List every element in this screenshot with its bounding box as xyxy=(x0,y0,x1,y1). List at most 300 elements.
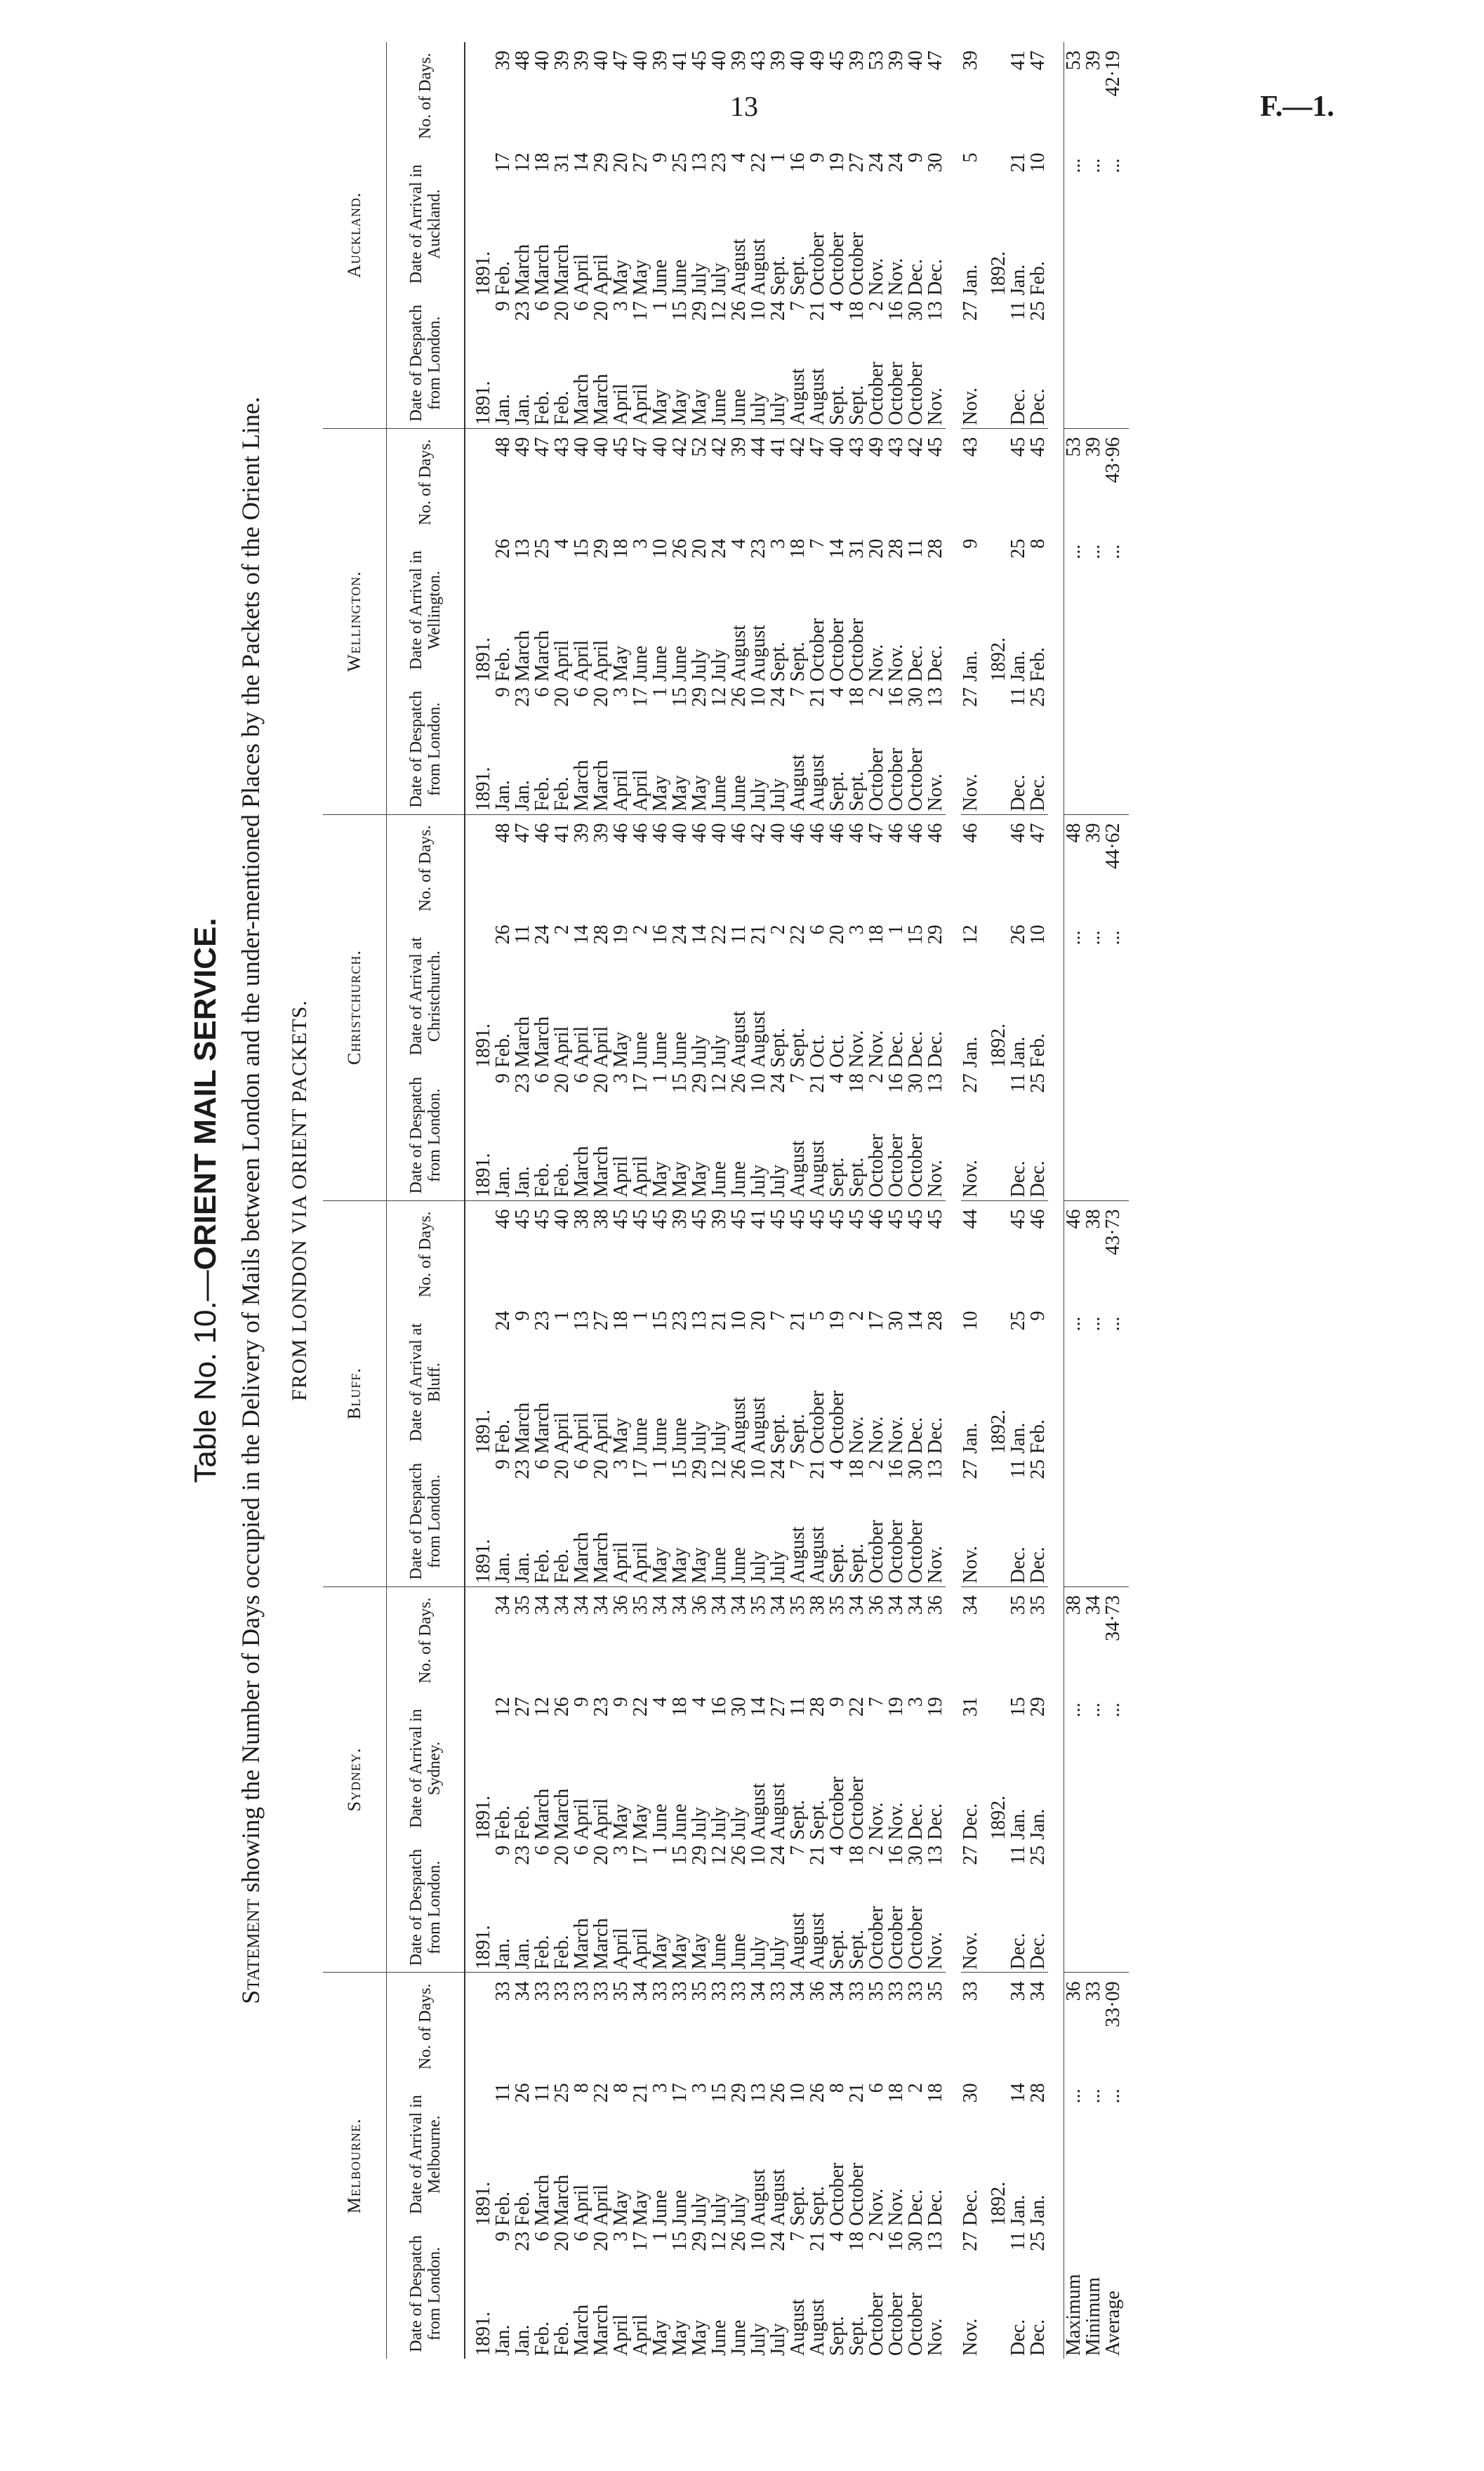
days-count: 40 xyxy=(708,823,730,843)
arrival-date-day: 12 xyxy=(512,152,534,173)
arrival-date-month: April xyxy=(571,1798,592,1840)
arrival-date-day: 12 xyxy=(531,1697,553,1717)
despatch-date xyxy=(729,684,749,814)
despatch-date xyxy=(926,684,946,814)
arrival-year: 1892. xyxy=(988,2181,1009,2226)
arrival-date-month: Dec. xyxy=(905,1803,927,1840)
arrival-date-month: June xyxy=(669,1031,691,1068)
despatch-date xyxy=(1028,1843,1048,1973)
arrival-date-month: June xyxy=(630,1031,651,1068)
summary-dots: ... xyxy=(1102,544,1124,559)
arrival-date-month: October xyxy=(807,1390,828,1454)
arrival-date-day: 18 xyxy=(925,2083,946,2103)
despatch-date-month: July xyxy=(767,1936,789,1970)
arrival-date xyxy=(552,1694,572,1843)
arrival-date-day: 22 xyxy=(787,925,809,945)
arrival-date-day: 18 xyxy=(610,1311,632,1331)
days-count: 45 xyxy=(512,1209,534,1229)
page-number: 13 xyxy=(730,91,758,122)
days-count: 45 xyxy=(885,1209,907,1229)
arrival-date xyxy=(961,150,981,298)
empty-cell xyxy=(465,428,493,536)
arrival-date-day: 25 xyxy=(1007,1311,1029,1331)
arrival-date xyxy=(926,1308,946,1457)
arrival-date xyxy=(631,2080,651,2229)
arrival-date-month: Jan. xyxy=(960,1036,981,1068)
days-count: 45 xyxy=(689,51,710,70)
despatch-date xyxy=(1009,2229,1028,2359)
despatch-date-day: 20 xyxy=(551,1459,573,1479)
arrival-date xyxy=(867,1308,887,1457)
arrival-date-day: 23 xyxy=(748,538,769,559)
arrival-date-month: Sept. xyxy=(767,256,789,296)
despatch-date-day: 30 xyxy=(905,2231,927,2251)
despatch-date-day: 27 xyxy=(960,1845,981,1865)
arrival-date-day: 8 xyxy=(1027,538,1049,549)
arrival-date-day: 5 xyxy=(960,152,981,163)
empty-cell xyxy=(1064,1071,1085,1200)
arrival-date-month: Feb. xyxy=(1027,1419,1049,1454)
arrival-date-day: 29 xyxy=(728,2083,750,2103)
despatch-date xyxy=(651,298,670,428)
days-count: 40 xyxy=(531,51,553,70)
arrival-date xyxy=(887,2080,906,2229)
despatch-date-month: Jan. xyxy=(512,2324,534,2356)
despatch-date-month: Jan. xyxy=(512,1166,534,1198)
despatch-date xyxy=(552,1457,572,1586)
despatch-date xyxy=(631,1457,651,1586)
days-count: 34 xyxy=(905,1595,927,1615)
days-count: 40 xyxy=(571,437,592,457)
arrival-date-month: Nov. xyxy=(885,1802,907,1840)
arrival-date-day: 22 xyxy=(590,2083,612,2103)
days-count: 43 xyxy=(885,437,907,457)
spacer-cell xyxy=(1048,42,1064,2359)
arrival-date-day: 7 xyxy=(866,1697,887,1707)
despatch-date-day: 9 xyxy=(492,1459,514,1469)
arrival-date-day: 18 xyxy=(885,2083,907,2103)
despatch-date-day: 17 xyxy=(630,1845,651,1865)
despatch-date-day: 20 xyxy=(551,2231,573,2251)
days-count: 34 xyxy=(630,1981,651,2001)
despatch-date-day: 20 xyxy=(551,687,573,707)
despatch-date-day: 17 xyxy=(630,1459,651,1479)
despatch-date-day: 17 xyxy=(630,2231,651,2251)
days-count: 34 xyxy=(787,1981,809,2001)
arrival-date-day: 21 xyxy=(630,2083,651,2103)
arrival-date-month: May xyxy=(630,259,651,296)
arrival-date xyxy=(769,536,788,684)
despatch-date xyxy=(552,684,572,814)
days-count: 45 xyxy=(1007,1209,1029,1229)
arrival-date-header: Date of Arrival at Bluff. xyxy=(387,1308,465,1457)
arrival-date-day: 1 xyxy=(630,1311,651,1321)
despatch-date xyxy=(533,1843,552,1973)
arrival-date xyxy=(1028,536,1048,684)
despatch-date-month: June xyxy=(728,389,750,425)
despatch-date-day: 6 xyxy=(571,687,592,697)
despatch-date-day: 3 xyxy=(610,1845,632,1855)
despatch-date-month: April xyxy=(630,1542,651,1584)
empty-cell xyxy=(981,298,1009,428)
summary-row xyxy=(1064,42,1085,2359)
despatch-date-month: October xyxy=(885,1134,907,1198)
arrival-date-month: August xyxy=(728,625,750,682)
days-count: 34 xyxy=(708,1595,730,1615)
arrival-date xyxy=(749,150,769,298)
despatch-date-day: 29 xyxy=(689,1073,710,1093)
arrival-date xyxy=(592,1308,611,1457)
arrival-date-month: Sept. xyxy=(807,1800,828,1840)
destination-header: Christchurch. xyxy=(323,814,387,1200)
despatch-date-month: June xyxy=(708,2319,730,2356)
table-row xyxy=(1009,42,1028,2359)
days-count: 33 xyxy=(669,1981,691,2001)
arrival-date xyxy=(651,150,670,298)
arrival-date-day: 24 xyxy=(492,1311,514,1331)
arrival-date xyxy=(847,1694,867,1843)
days-count: 45 xyxy=(1007,437,1029,457)
summary-value: 53 xyxy=(1064,42,1085,150)
spacer-row xyxy=(1048,42,1064,2359)
despatch-date-month: March xyxy=(590,2304,612,2356)
despatch-date-month: Jan. xyxy=(512,1938,534,1970)
arrival-date-month: March xyxy=(551,2174,573,2226)
despatch-date xyxy=(867,298,887,428)
table-row xyxy=(1028,42,1048,2359)
arrival-date-day: 14 xyxy=(1007,2083,1029,2103)
arrival-date xyxy=(749,2080,769,2229)
days-count-header: No. of Days. xyxy=(387,1586,465,1694)
despatch-date-day: 13 xyxy=(925,2231,946,2251)
arrival-date-month: June xyxy=(669,259,691,296)
despatch-date xyxy=(808,2229,828,2359)
summary-dots: ... xyxy=(1082,158,1104,173)
despatch-date xyxy=(847,2229,867,2359)
table-row xyxy=(887,42,906,2359)
arrival-date-month: April xyxy=(551,1412,573,1454)
despatch-date-month: July xyxy=(767,1164,789,1198)
arrival-date-day: 4 xyxy=(551,538,573,549)
arrival-date-month: March xyxy=(512,244,534,296)
arrival-date-month: April xyxy=(571,1026,592,1068)
arrival-date xyxy=(533,536,552,684)
days-count: 33 xyxy=(708,1981,730,2001)
despatch-date-day: 13 xyxy=(925,1459,946,1479)
arrival-date-month: August xyxy=(728,1011,750,1068)
arrival-date-month: May xyxy=(610,1803,632,1840)
despatch-date-month: Dec. xyxy=(1027,1933,1049,1970)
despatch-date xyxy=(631,1071,651,1200)
arrival-date xyxy=(1009,2080,1028,2229)
despatch-date xyxy=(631,684,651,814)
arrival-date-day: 30 xyxy=(728,1697,750,1717)
despatch-date xyxy=(1028,684,1048,814)
arrival-date xyxy=(788,536,808,684)
despatch-date-month: July xyxy=(748,1936,769,1970)
arrival-date xyxy=(670,536,690,684)
days-count: 33 xyxy=(728,1981,750,2001)
arrival-date xyxy=(533,1694,552,1843)
arrival-date xyxy=(961,1694,981,1843)
despatch-date-day: 3 xyxy=(610,687,632,697)
days-count: 41 xyxy=(1007,51,1029,70)
despatch-date-month: Feb. xyxy=(531,2321,553,2356)
arrival-date-day: 11 xyxy=(492,2083,514,2102)
spacer-row xyxy=(946,42,961,2359)
arrival-date xyxy=(729,2080,749,2229)
arrival-date-day: 8 xyxy=(610,2083,632,2093)
days-count: 40 xyxy=(590,51,612,70)
arrival-date-day: 9 xyxy=(905,152,927,163)
arrival-date-day: 13 xyxy=(748,2083,769,2103)
despatch-date-day: 11 xyxy=(1007,2231,1029,2251)
despatch-date xyxy=(572,1071,592,1200)
despatch-date-day: 26 xyxy=(728,300,750,321)
days-count: 41 xyxy=(767,437,789,457)
despatch-date-day: 26 xyxy=(728,1459,750,1479)
arrival-date xyxy=(906,536,926,684)
empty-cell xyxy=(981,428,1009,536)
despatch-date-month: August xyxy=(807,1140,828,1198)
summary-value: 44·62 xyxy=(1102,823,1124,869)
arrival-date-day: 24 xyxy=(885,152,907,173)
despatch-date xyxy=(961,298,981,428)
despatch-date xyxy=(592,1457,611,1586)
days-count: 35 xyxy=(1007,1595,1029,1615)
days-count: 34 xyxy=(1027,1981,1049,2001)
arrival-date-month: October xyxy=(826,1776,848,1840)
arrival-date xyxy=(906,150,926,298)
despatch-date xyxy=(828,1071,847,1200)
despatch-date-month: Feb. xyxy=(531,1162,553,1198)
despatch-date xyxy=(670,298,690,428)
arrival-date-month: July xyxy=(689,1421,710,1454)
arrival-date-month: Sept. xyxy=(787,256,809,296)
arrival-date-month: Nov. xyxy=(885,2188,907,2226)
days-count: 47 xyxy=(531,437,553,457)
arrival-date-month: Dec. xyxy=(925,1803,946,1840)
arrival-date-month: Sept. xyxy=(787,1028,809,1068)
arrival-date xyxy=(1028,150,1048,298)
arrival-date-month: Feb. xyxy=(512,2191,534,2226)
despatch-date-day: 18 xyxy=(846,1073,868,1093)
arrival-date-month: August xyxy=(748,1397,769,1454)
despatch-date xyxy=(847,1457,867,1586)
despatch-date xyxy=(533,2229,552,2359)
arrival-date-month: Nov. xyxy=(866,1802,887,1840)
days-count: 40 xyxy=(826,437,848,457)
arrival-date-day: 14 xyxy=(689,925,710,945)
summary-value: 39 xyxy=(1082,51,1104,70)
days-count: 45 xyxy=(787,1209,809,1229)
arrival-date-month: March xyxy=(531,244,553,296)
arrival-date-day: 28 xyxy=(885,538,907,559)
arrival-date-month: Nov. xyxy=(885,1416,907,1454)
arrival-date xyxy=(631,536,651,684)
arrival-date xyxy=(611,1694,631,1843)
despatch-date-day: 25 xyxy=(1027,300,1049,321)
arrival-date xyxy=(690,1308,710,1457)
despatch-date xyxy=(961,684,981,814)
despatch-date xyxy=(847,1071,867,1200)
arrival-date xyxy=(961,2080,981,2229)
arrival-date-day: 10 xyxy=(1027,152,1049,173)
arrival-date-day: 3 xyxy=(649,2083,671,2093)
arrival-date-day: 3 xyxy=(905,1697,927,1707)
days-count: 52 xyxy=(689,437,710,457)
despatch-date-day: 7 xyxy=(787,1459,809,1469)
despatch-date-month: Nov. xyxy=(925,774,946,811)
arrival-date-month: July xyxy=(689,1035,710,1068)
arrival-date xyxy=(769,1308,788,1457)
despatch-date xyxy=(1028,298,1048,428)
arrival-date-day: 13 xyxy=(689,1311,710,1331)
despatch-date-month: May xyxy=(649,775,671,811)
arrival-date-day: 31 xyxy=(846,538,868,559)
summary-value: 34 xyxy=(1082,1595,1104,1615)
despatch-date-day: 13 xyxy=(925,1845,946,1865)
despatch-date-month: Feb. xyxy=(531,1935,553,1970)
despatch-date-month: Nov. xyxy=(925,1932,946,1970)
despatch-date-day: 29 xyxy=(689,1459,710,1479)
arrival-date xyxy=(670,2080,690,2229)
arrival-date xyxy=(513,1308,533,1457)
despatch-date-month: March xyxy=(571,1146,592,1198)
empty-cell xyxy=(1104,1457,1129,1586)
arrival-date-month: June xyxy=(649,259,671,296)
despatch-date-month: May xyxy=(649,1161,671,1198)
arrival-date xyxy=(788,150,808,298)
days-count: 45 xyxy=(905,1209,927,1229)
despatch-date-day: 1 xyxy=(649,300,671,311)
arrival-date xyxy=(926,1694,946,1843)
arrival-date-month: April xyxy=(571,640,592,682)
despatch-date-month: Jan. xyxy=(492,1552,514,1584)
summary-label: Minimum xyxy=(1082,2277,1104,2356)
arrival-date xyxy=(631,150,651,298)
despatch-date-month: June xyxy=(728,1547,750,1584)
despatch-date-day: 20 xyxy=(551,1845,573,1865)
despatch-date-month: August xyxy=(807,754,828,811)
mail-delivery-table xyxy=(323,42,1129,2359)
arrival-date-month: August xyxy=(748,625,769,682)
arrival-date xyxy=(867,536,887,684)
arrival-date-month: Feb. xyxy=(492,1805,514,1840)
arrival-date-day: 31 xyxy=(551,152,573,173)
destination-header: Melbourne. xyxy=(323,1973,387,2359)
arrival-date-month: March xyxy=(531,2174,553,2226)
arrival-date xyxy=(808,536,828,684)
despatch-date-day: 21 xyxy=(807,1073,828,1093)
arrival-date-month: Nov. xyxy=(846,1030,868,1068)
summary-value: 36 xyxy=(1064,1973,1085,2080)
days-count: 33 xyxy=(960,1981,981,2001)
despatch-date-month: March xyxy=(590,373,612,425)
arrival-date-day: 29 xyxy=(925,925,946,945)
arrival-date xyxy=(651,922,670,1071)
days-count: 42 xyxy=(669,437,691,457)
despatch-date xyxy=(710,298,729,428)
days-count: 39 xyxy=(846,51,868,70)
days-count: 41 xyxy=(669,51,691,70)
despatch-date xyxy=(670,1457,690,1586)
arrival-date xyxy=(769,922,788,1071)
despatch-date-month: August xyxy=(807,368,828,425)
despatch-date xyxy=(572,298,592,428)
arrival-date-day: 20 xyxy=(689,538,710,559)
arrival-date xyxy=(926,536,946,684)
arrival-year: 1891. xyxy=(472,1409,494,1454)
arrival-date-day: 4 xyxy=(728,152,750,163)
arrival-date-day: 11 xyxy=(787,1697,809,1716)
days-count: 39 xyxy=(728,437,750,457)
despatch-date xyxy=(611,684,631,814)
despatch-date-month: Dec. xyxy=(1027,1160,1049,1198)
despatch-date-day: 27 xyxy=(960,687,981,707)
arrival-date-month: July xyxy=(708,1421,730,1454)
table-row xyxy=(592,42,611,2359)
despatch-date xyxy=(788,1843,808,1973)
despatch-date xyxy=(887,1843,906,1973)
despatch-date-day: 12 xyxy=(708,687,730,707)
despatch-date-day: 30 xyxy=(905,1459,927,1479)
arrival-date-day: 15 xyxy=(708,2083,730,2103)
summary-label: Average xyxy=(1102,2291,1124,2356)
despatch-date-month: June xyxy=(728,775,750,811)
empty-cell xyxy=(465,1586,493,1694)
despatch-date xyxy=(690,1457,710,1586)
days-count: 45 xyxy=(1027,437,1049,457)
despatch-date xyxy=(592,684,611,814)
arrival-date-month: Oct. xyxy=(807,1034,828,1068)
arrival-date-month: April xyxy=(590,640,612,682)
despatch-date-month: Jan. xyxy=(492,1166,514,1198)
arrival-date-day: 28 xyxy=(925,1311,946,1331)
arrival-date-month: May xyxy=(610,2190,632,2226)
despatch-date-day: 9 xyxy=(492,1845,514,1855)
arrival-date xyxy=(788,1308,808,1457)
despatch-date xyxy=(887,2229,906,2359)
despatch-date-month: August xyxy=(807,1526,828,1584)
arrival-year: 1892. xyxy=(988,1795,1009,1840)
despatch-date-month: Nov. xyxy=(960,1932,981,1970)
arrival-date-month: Nov. xyxy=(866,258,887,296)
despatch-date xyxy=(592,1843,611,1973)
arrival-date-month: June xyxy=(649,1417,671,1454)
despatch-date-month: Dec. xyxy=(1007,2319,1029,2356)
despatch-date-month: October xyxy=(866,1134,887,1198)
despatch-date xyxy=(926,2229,946,2359)
arrival-date-month: July xyxy=(689,263,710,296)
arrival-date xyxy=(710,922,729,1071)
arrival-date-month: Sept. xyxy=(787,1800,809,1840)
empty-cell xyxy=(981,2229,1009,2359)
table-row xyxy=(690,42,710,2359)
arrival-date-day: 23 xyxy=(669,1311,691,1331)
despatch-date-day: 11 xyxy=(1007,687,1029,706)
despatch-date-month: April xyxy=(610,1542,632,1584)
arrival-date xyxy=(493,1694,513,1843)
arrival-date-month: June xyxy=(669,1803,691,1840)
despatch-date-month: Feb. xyxy=(551,1935,573,1970)
days-count: 35 xyxy=(610,1981,632,2001)
despatch-date xyxy=(552,1071,572,1200)
despatch-date-day: 6 xyxy=(531,2231,553,2241)
despatch-date-day: 30 xyxy=(905,1073,927,1093)
despatch-date-month: Nov. xyxy=(925,1160,946,1198)
empty-cell xyxy=(981,1973,1009,2080)
